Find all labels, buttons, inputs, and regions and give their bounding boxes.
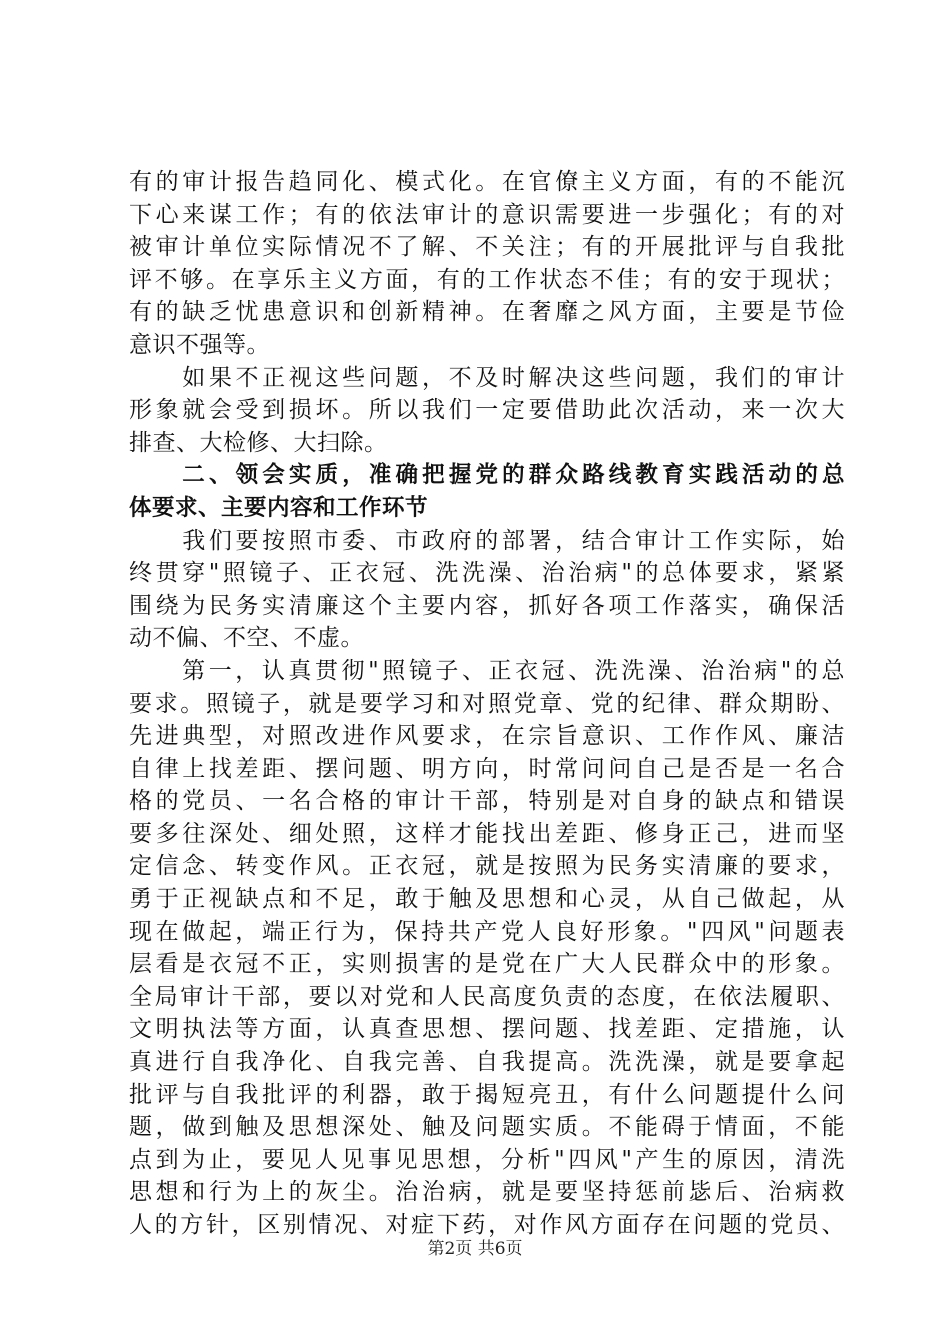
body-text-line: 下心来谋工作；有的依法审计的意识需要进一步强化；有的对 xyxy=(129,201,845,228)
body-text-line: 现在做起，端正行为，保持共产党人良好形象。"四风"问题表 xyxy=(129,918,845,945)
body-text-line: 思想和行为上的灰尘。治治病，就是要坚持惩前毖后、治病救 xyxy=(129,1179,845,1206)
body-text-line: 真进行自我净化、自我完善、自我提高。洗洗澡，就是要拿起 xyxy=(129,1049,845,1076)
body-text-line: 人的方针，区别情况、对症下药，对作风方面存在问题的党员、 xyxy=(129,1212,845,1238)
body-text-line: 定信念、转变作风。正衣冠，就是按照为民务实清廉的要求， xyxy=(129,853,845,880)
body-text-line: 先进典型，对照改进作风要求，在宗旨意识、工作作风、廉洁 xyxy=(129,723,845,750)
body-text-line: 终贯穿"照镜子、正衣冠、洗洗澡、治治病"的总体要求，紧紧 xyxy=(129,560,845,587)
body-text-line: 格的党员、一名合格的审计干部，特别是对自身的缺点和错误 xyxy=(129,788,845,815)
body-text-line: 层看是衣冠不正，实则损害的是党在广大人民群众中的形象。 xyxy=(129,951,845,978)
body-text-line: 勇于正视缺点和不足，敢于触及思想和心灵，从自己做起，从 xyxy=(129,886,845,913)
body-text-line: 要求。照镜子，就是要学习和对照党章、党的纪律、群众期盼、 xyxy=(129,690,845,717)
body-text-line: 题，做到触及思想深处、触及问题实质。不能碍于情面，不能 xyxy=(129,1114,845,1141)
body-text-line: 自律上找差距、摆问题、明方向，时常问问自己是否是一名合 xyxy=(129,755,845,782)
body-text-line: 要多往深处、细处照，这样才能找出差距、修身正己，进而坚 xyxy=(129,820,845,847)
body-text-line: 全局审计干部，要以对党和人民高度负责的态度，在依法履职、 xyxy=(129,983,845,1010)
body-text-line: 排查、大检修、大扫除。 xyxy=(129,429,388,456)
body-text-line: 如果不正视这些问题，不及时解决这些问题，我们的审计 xyxy=(129,364,845,391)
body-text-line: 第一，认真贯彻"照镜子、正衣冠、洗洗澡、治治病"的总 xyxy=(129,657,845,684)
body-text-line: 我们要按照市委、市政府的部署，结合审计工作实际，始 xyxy=(129,527,845,554)
body-text-line: 有的缺乏忧患意识和创新精神。在奢靡之风方面，主要是节俭 xyxy=(129,299,845,326)
section-heading-line: 二、领会实质，准确把握党的群众路线教育实践活动的总 xyxy=(129,462,845,489)
body-text-line: 形象就会受到损坏。所以我们一定要借助此次活动，来一次大 xyxy=(129,397,845,424)
body-text-line: 批评与自我批评的利器，敢于揭短亮丑，有什么问题提什么问 xyxy=(129,1081,845,1108)
body-text-line: 动不偏、不空、不虚。 xyxy=(129,625,364,652)
body-text-line: 点到为止，要见人见事见思想，分析"四风"产生的原因，清洗 xyxy=(129,1146,845,1173)
body-text-line: 评不够。在享乐主义方面，有的工作状态不佳；有的安于现状； xyxy=(129,266,845,293)
page-footer: 第2页 共6页 xyxy=(427,1239,523,1259)
section-heading-line: 体要求、主要内容和工作环节 xyxy=(129,494,429,521)
body-text-line: 被审计单位实际情况不了解、不关注；有的开展批评与自我批 xyxy=(129,234,845,261)
body-text-line: 有的审计报告趋同化、模式化。在官僚主义方面，有的不能沉 xyxy=(129,169,845,195)
document-body xyxy=(129,166,845,1242)
body-text-line: 围绕为民务实清廉这个主要内容，抓好各项工作落实，确保活 xyxy=(129,592,845,619)
body-text-line: 意识不强等。 xyxy=(129,331,270,358)
body-text-line: 文明执法等方面，认真查思想、摆问题、找差距、定措施，认 xyxy=(129,1016,845,1043)
